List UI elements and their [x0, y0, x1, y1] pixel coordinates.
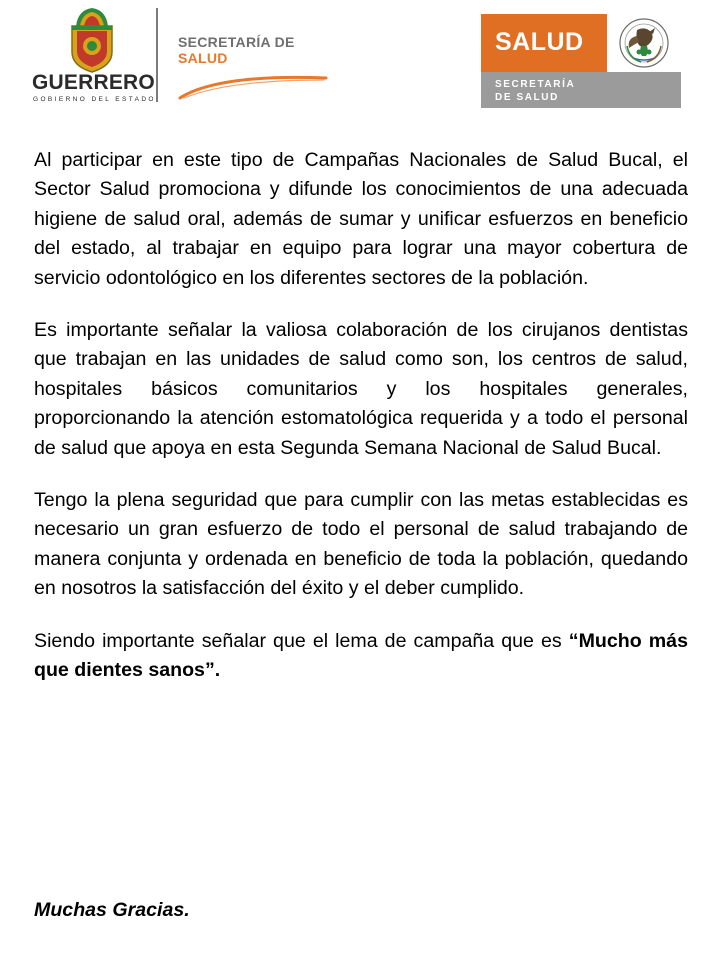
mexico-seal-block — [607, 14, 681, 72]
page-header — [0, 0, 720, 120]
campaign-slogan: “Mucho más que dientes sanos”. — [34, 629, 688, 682]
guerrero-logo-subtitle: GOBIERNO DEL ESTADO — [33, 96, 156, 103]
secretaria-logo-line1: SECRETARÍA DE — [178, 34, 295, 50]
federal-salud-logo — [481, 14, 681, 108]
swoosh-icon — [178, 68, 328, 102]
closing-line: Muchas Gracias. — [34, 899, 190, 921]
federal-logo-sub-line2: DE SALUD — [495, 92, 559, 103]
header-divider — [156, 8, 158, 102]
guerrero-crest-icon — [64, 6, 120, 74]
secretaria-salud-logo — [178, 34, 328, 104]
guerrero-logo-name: GUERRERO — [32, 71, 155, 94]
mexican-eagle-seal-icon — [615, 16, 673, 70]
salud-orange-block — [481, 14, 607, 72]
paragraph-goals: Tengo la plena seguridad que para cumplir con las metas establecidas es necesario un gran esfuerzo de todo el personal de salud trabajando de manera conjunta y ordenada en beneficio de toda la población, quedando en nosotros la satisfacción del éxito y el deber cumplido. — [34, 489, 688, 600]
paragraph-dentists: Es importante señalar la valiosa colaboración de los cirujanos dentistas que trabajan en las unidades de salud como son, los centros de salud, hospitales básicos comunitarios y los hospitales generales, proporcionando la atención estomatológica requerida y a todo el personal de salud que apoya en esta Segunda Semana Nacional de Salud Bucal. — [34, 319, 688, 459]
letter-body — [34, 146, 688, 709]
guerrero-logo — [32, 6, 156, 106]
secretaria-logo-line2: SALUD — [178, 50, 228, 66]
paragraph-slogan — [34, 627, 688, 686]
federal-logo-subtitle — [495, 78, 575, 104]
slogan-intro: Siendo importante señalar que el lema de campaña que es — [34, 629, 562, 652]
federal-logo-sub-line1: SECRETARÍA — [495, 79, 576, 90]
paragraph-campaigns: Al participar en este tipo de Campañas Nacionales de Salud Bucal, el Sector Salud promociona y difunde los conocimientos de una adecuada higiene de salud oral, además de sumar y unificar esfuerzos en beneficio del estado, al trabajar en equipo para lograr una mayor cobertura de servicio odontológico en los diferentes sectores de la población. — [34, 149, 688, 289]
salud-logo-word: SALUD — [495, 28, 584, 56]
